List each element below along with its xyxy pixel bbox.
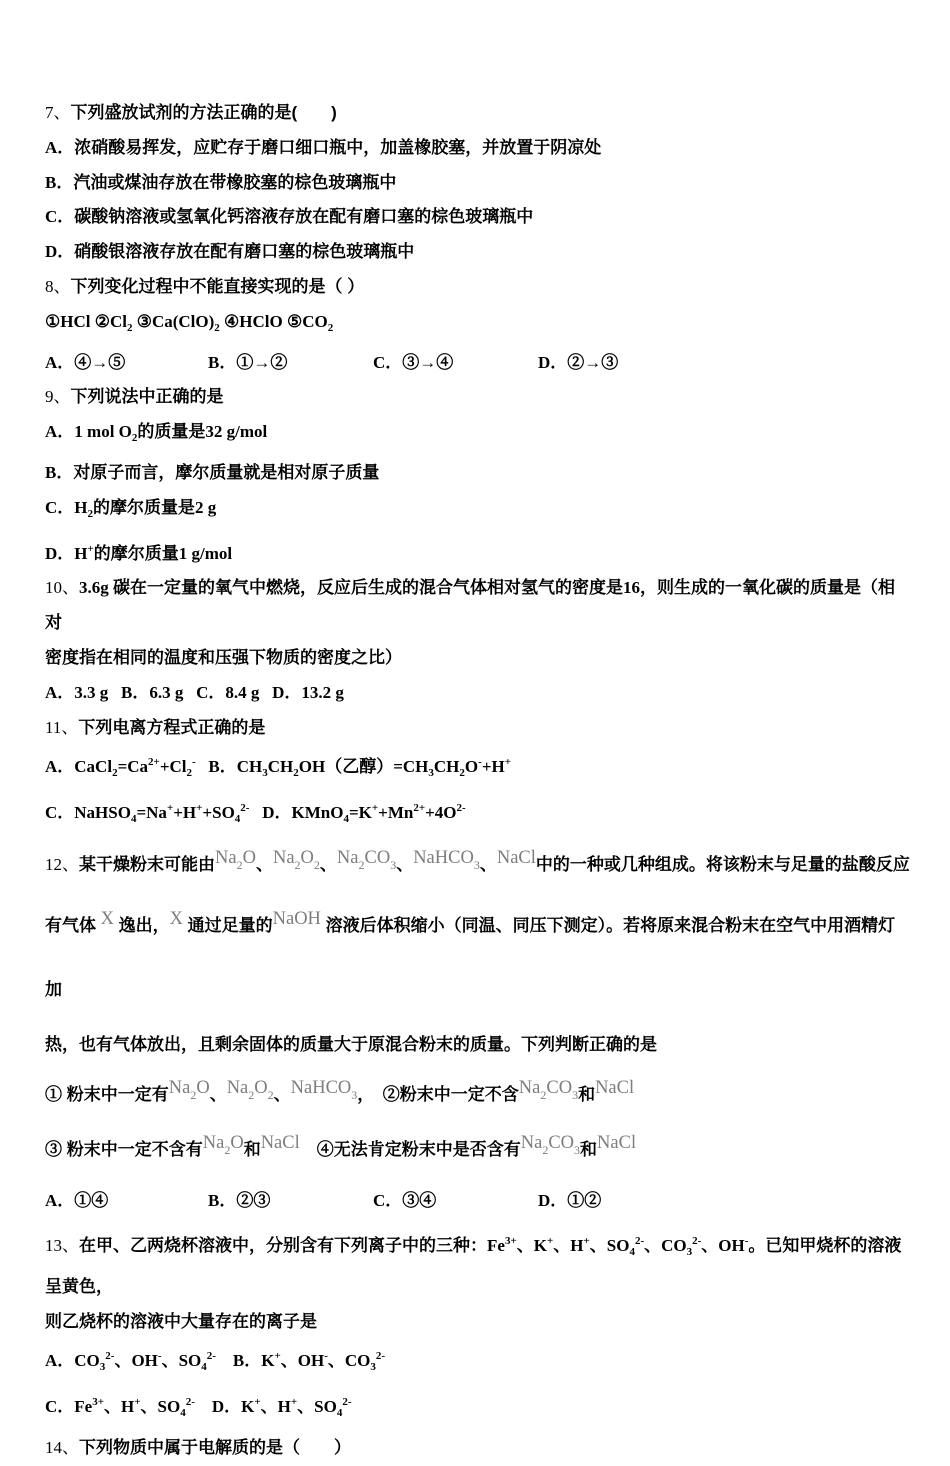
q8-options xyxy=(45,346,910,381)
formula-subscript: 2 xyxy=(126,321,133,334)
q8-stem xyxy=(45,270,910,305)
cn-text: 、 xyxy=(280,1351,298,1371)
gray-formula: Na xyxy=(336,847,359,868)
question-14 xyxy=(45,1431,910,1466)
cn-text: 。已知甲烧杯的溶液呈黄色， xyxy=(45,1235,902,1296)
formula-superscript: - xyxy=(744,1234,749,1247)
q12-options-cell-c xyxy=(373,1178,538,1224)
formula-text: OH xyxy=(297,1351,325,1371)
gray-formula: O xyxy=(230,1132,244,1153)
formula-subscript: 4 xyxy=(343,813,349,826)
formula-text: =CH xyxy=(393,757,429,777)
question-number: 11、 xyxy=(45,717,79,737)
gray-formula: Na xyxy=(202,1132,225,1153)
formula-text: +H xyxy=(481,757,505,777)
q14-stem xyxy=(45,1431,910,1466)
cn-text: 、 xyxy=(161,1351,179,1371)
formula-subscript: 2 xyxy=(293,767,299,780)
gray-formula-subscript: 3 xyxy=(473,857,480,872)
formula-text: 3.6g xyxy=(79,578,113,598)
q12-stem-line-1 xyxy=(45,837,910,894)
q11-stem xyxy=(45,711,910,746)
q8-options-cell-d xyxy=(538,346,910,381)
cn-text: 在甲、乙两烧杯溶液中，分别含有下列离子中的三种： xyxy=(79,1235,487,1255)
cn-text: 有气体 xyxy=(45,915,96,935)
cn-text: 、 xyxy=(140,1397,158,1417)
formula-text: OH xyxy=(298,757,326,777)
cn-text: 、 xyxy=(260,1397,278,1417)
formula-text: K xyxy=(533,1235,547,1255)
formula-superscript: 2+ xyxy=(413,802,426,815)
formula-text: Fe xyxy=(487,1235,505,1255)
cn-text: 、 xyxy=(209,1084,227,1104)
formula-subscript: 4 xyxy=(629,1245,635,1258)
formula-text: D．KMnO xyxy=(249,803,344,823)
cn-text: 溶液后体积缩小（同温、同压下测定）。若将原来混合粉末在空气中用酒精灯加 xyxy=(45,915,896,999)
q7-option-c xyxy=(45,200,910,235)
gray-formula: NaHCO xyxy=(413,847,474,868)
cn-text: 的摩尔质量 xyxy=(93,543,179,563)
formula-text: A．3.3 g B．6.3 g C．8.4 g D．13.2 g xyxy=(45,682,344,702)
formula-text: C．NaHSO xyxy=(45,803,131,823)
formula-subscript: 4 xyxy=(234,813,241,826)
q12-options-cell-b xyxy=(208,1178,373,1224)
formula-subscript: 2 xyxy=(327,321,334,334)
cn-text: 对原子而言，摩尔质量就是相对原子质量 xyxy=(73,462,380,482)
q10-options xyxy=(45,676,910,711)
cn-text: 下列电离方程式正确的是 xyxy=(78,717,266,737)
q8-substances xyxy=(45,305,910,346)
formula-superscript: 2+ xyxy=(148,756,160,769)
cn-text: ④无法肯定粉末中是否含有 xyxy=(299,1139,521,1159)
formula-text: 32 g/mol xyxy=(205,422,268,442)
question-number: 10、 xyxy=(45,578,79,598)
cn-text: 、 xyxy=(396,854,414,874)
cn-text: 硝酸银溶液存放在配有磨口塞的棕色玻璃瓶中 xyxy=(74,242,415,262)
gray-formula: NaCl xyxy=(597,1132,637,1153)
formula-text: D． xyxy=(45,242,75,262)
formula-superscript: - xyxy=(192,756,196,769)
formula-subscript: 4 xyxy=(201,1361,207,1374)
formula-subscript: 4 xyxy=(130,813,137,826)
cn-text: 、 xyxy=(114,1351,132,1371)
question-7 xyxy=(45,96,910,270)
formula-text: +H xyxy=(173,803,197,823)
formula-text: H xyxy=(570,1235,584,1255)
cn-text: 下列物质中属于电解质的是（ ） xyxy=(79,1437,351,1457)
question-number: 9、 xyxy=(45,387,71,407)
question-number: 14、 xyxy=(45,1437,79,1457)
question-10 xyxy=(45,571,910,710)
gray-formula-subscript: 2 xyxy=(540,1087,547,1102)
cn-text: 中的一种或几种组成。将该粉末与足量的盐酸反应 xyxy=(535,854,910,874)
formula-text: ①HCl ②Cl xyxy=(45,311,127,331)
cn-text: 汽油或煤油存放在带橡胶塞的棕色玻璃瓶中 xyxy=(73,172,397,192)
formula-text: OH xyxy=(131,1351,158,1371)
formula-superscript: + xyxy=(87,542,94,555)
cn-text: 下列变化过程中不能直接实现的是（ ） xyxy=(70,276,365,296)
cn-text: 和 xyxy=(580,1139,598,1159)
gray-formula: O xyxy=(196,1077,210,1098)
question-number: 7、 xyxy=(45,103,71,122)
formula-text: B．K xyxy=(215,1351,275,1371)
cn-text: 碳在一定量的氧气中燃烧，反应后生成的混合气体相对氢气的密度是 xyxy=(113,578,623,598)
q10-stem-line-2 xyxy=(45,641,910,676)
formula-text: +Mn xyxy=(378,803,414,823)
formula-text: A．①④ xyxy=(45,1190,109,1210)
q12-statement-3-4 xyxy=(45,1123,910,1178)
formula-superscript: + xyxy=(196,802,203,815)
q7-option-a xyxy=(45,131,910,166)
formula-text: B．CH xyxy=(195,757,263,777)
gray-formula: CO xyxy=(546,1077,573,1098)
q7-option-b xyxy=(45,166,910,201)
formula-superscript: + xyxy=(274,1350,281,1363)
formula-text: OH xyxy=(718,1235,745,1255)
gray-formula-subscript: 2 xyxy=(267,1087,274,1102)
formula-text: D．H xyxy=(45,543,88,563)
q8-options-cell-b xyxy=(208,346,373,381)
formula-text: 1 g/mol xyxy=(178,543,233,563)
formula-subscript: 2 xyxy=(87,507,93,520)
question-number: 12、 xyxy=(45,854,79,874)
formula-text: B． xyxy=(45,462,74,482)
gray-formula: NaCl xyxy=(260,1132,300,1153)
q9-option-c xyxy=(45,491,910,532)
gray-formula: NaCl xyxy=(496,847,536,868)
gray-formula: X xyxy=(169,908,188,929)
gray-formula: O xyxy=(300,847,314,868)
formula-text: H xyxy=(121,1397,135,1417)
cn-text: 、 xyxy=(553,1235,571,1255)
formula-superscript: - xyxy=(478,756,482,769)
gray-formula-subscript: 2 xyxy=(358,857,365,872)
formula-superscript: + xyxy=(546,1234,554,1247)
formula-text: SO xyxy=(314,1397,337,1417)
formula-superscript: + xyxy=(134,1396,141,1409)
formula-superscript: 2- xyxy=(692,1234,702,1247)
formula-subscript: 2 xyxy=(459,767,465,780)
cn-text: 逸出， xyxy=(118,915,170,935)
formula-text: =Ca xyxy=(117,757,149,777)
formula-text: D．②→③ xyxy=(538,352,619,372)
formula-subscript: 2 xyxy=(214,321,220,334)
formula-text: A．CO xyxy=(45,1351,100,1371)
gray-formula: O xyxy=(242,847,256,868)
formula-text: C．H xyxy=(45,497,88,517)
formula-text: D．K xyxy=(194,1397,255,1417)
formula-subscript: 2 xyxy=(186,767,192,780)
q7-option-d xyxy=(45,235,910,270)
formula-text: CO xyxy=(344,1351,371,1371)
q11-options-ab xyxy=(45,745,910,791)
question-11 xyxy=(45,711,910,837)
gray-formula-subscript: 2 xyxy=(236,857,243,872)
gray-formula-subscript: 3 xyxy=(351,1087,358,1102)
formula-subscript: 2 xyxy=(131,432,138,445)
formula-superscript: + xyxy=(290,1396,298,1409)
formula-subscript: 3 xyxy=(262,767,268,780)
q12-options xyxy=(45,1178,910,1224)
gray-formula: NaCl xyxy=(595,1077,635,1098)
cn-text: 、 xyxy=(479,854,497,874)
gray-formula: X xyxy=(96,908,119,929)
formula-superscript: - xyxy=(157,1350,162,1363)
cn-text: 、 xyxy=(327,1351,345,1371)
formula-superscript: 2- xyxy=(634,1234,645,1247)
formula-text: =K xyxy=(348,803,372,823)
formula-text: SO xyxy=(606,1235,630,1255)
formula-superscript: 3+ xyxy=(92,1396,104,1409)
question-8 xyxy=(45,270,910,380)
gray-formula: O xyxy=(254,1077,268,1098)
gray-formula-subscript: 2 xyxy=(190,1087,197,1102)
question-12 xyxy=(45,837,910,1224)
cn-text: 某干燥粉末可能由 xyxy=(79,854,215,874)
q9-option-d xyxy=(45,532,910,572)
cn-text: 、 xyxy=(319,854,337,874)
formula-subscript: 4 xyxy=(336,1407,343,1420)
cn-text: 碳酸钠溶液或氢氧化钙溶液存放在配有磨口塞的棕色玻璃瓶中 xyxy=(74,207,534,227)
cn-text: 则乙烧杯的溶液中大量存在的离子是 xyxy=(45,1311,317,1331)
formula-subscript: 3 xyxy=(686,1245,693,1258)
gray-formula: CO xyxy=(548,1132,575,1153)
question-9 xyxy=(45,380,910,571)
formula-text: +Cl xyxy=(159,757,187,777)
cn-text: 、 xyxy=(589,1235,607,1255)
cn-text: 的摩尔质量是 xyxy=(93,497,195,517)
formula-text: A． xyxy=(45,137,75,157)
cn-text: 的质量是 xyxy=(137,422,206,442)
q12-statement-1-2 xyxy=(45,1068,910,1123)
formula-text: SO xyxy=(178,1351,202,1371)
gray-formula: Na xyxy=(215,847,237,868)
question-13 xyxy=(45,1224,910,1431)
formula-text: +4O xyxy=(425,803,457,823)
q8-options-cell-a xyxy=(45,346,208,381)
q9-option-a xyxy=(45,415,910,456)
formula-text: A．1 mol O xyxy=(45,422,132,442)
formula-text: B．②③ xyxy=(208,1190,271,1210)
gray-formula-subscript: 2 xyxy=(542,1142,549,1157)
cn-text: 和 xyxy=(578,1084,596,1104)
formula-superscript: - xyxy=(324,1350,328,1363)
q12-options-cell-a xyxy=(45,1178,208,1224)
formula-text: C． xyxy=(45,207,75,227)
gray-formula-subscript: 2 xyxy=(248,1087,255,1102)
formula-subscript: 4 xyxy=(180,1407,186,1420)
formula-text: 16 xyxy=(623,578,640,598)
gray-formula: Na xyxy=(272,847,295,868)
formula-superscript: + xyxy=(504,756,512,769)
formula-superscript: + xyxy=(166,802,174,815)
q10-stem-line-1 xyxy=(45,571,910,641)
formula-superscript: 2- xyxy=(375,1350,386,1363)
cn-text: 通过足量的 xyxy=(187,915,273,935)
gray-formula: CO xyxy=(364,847,391,868)
formula-text: B． xyxy=(45,172,74,192)
q11-options-cd xyxy=(45,791,910,837)
formula-text: H xyxy=(277,1397,291,1417)
cn-text: 、 xyxy=(297,1397,315,1417)
formula-subscript: 2 xyxy=(112,767,118,780)
cn-text: 、 xyxy=(701,1235,719,1255)
q9-option-b xyxy=(45,456,910,491)
formula-superscript: 2- xyxy=(342,1396,352,1409)
formula-text: O xyxy=(464,757,479,777)
formula-superscript: 2- xyxy=(240,802,250,815)
formula-superscript: 2- xyxy=(456,802,466,815)
gray-formula: NaHCO xyxy=(290,1077,352,1098)
formula-text: D．①② xyxy=(538,1190,602,1210)
formula-subscript: 3 xyxy=(99,1361,106,1374)
cn-text: 密度指在相同的温度和压强下物质的密度之比） xyxy=(45,647,402,667)
formula-text: C．③④ xyxy=(373,1190,437,1210)
cn-text: （乙醇） xyxy=(325,757,394,777)
formula-text: =Na xyxy=(136,803,167,823)
formula-superscript: 2- xyxy=(206,1350,216,1363)
formula-superscript: 3+ xyxy=(504,1234,517,1247)
cn-text: ① 粉末中一定有 xyxy=(45,1084,169,1104)
cn-text: ③ 粉末中一定不含有 xyxy=(45,1139,203,1159)
formula-text: 2 g xyxy=(195,497,217,517)
formula-superscript: + xyxy=(371,802,379,815)
cn-text: 、 xyxy=(255,854,273,874)
q13-stem-line-2 xyxy=(45,1305,910,1340)
q8-options-cell-c xyxy=(373,346,538,381)
formula-text: C．③→④ xyxy=(373,352,454,372)
gray-formula-subscript: 3 xyxy=(574,1142,581,1157)
cn-text: 、 xyxy=(104,1397,121,1417)
gray-formula-subscript: 2 xyxy=(224,1142,231,1157)
gray-formula: Na xyxy=(226,1077,249,1098)
question-number: 13、 xyxy=(45,1235,79,1255)
gray-formula: Na xyxy=(168,1077,191,1098)
question-number: 8、 xyxy=(45,276,71,296)
formula-subscript: 3 xyxy=(428,767,434,780)
gray-formula-subscript: 3 xyxy=(572,1087,579,1102)
cn-text: 、 xyxy=(273,1084,291,1104)
formula-superscript: 2- xyxy=(105,1350,115,1363)
formula-superscript: + xyxy=(583,1234,590,1247)
gray-formula-subscript: 2 xyxy=(313,857,320,872)
cn-text: 、 xyxy=(644,1235,662,1255)
gray-formula: Na xyxy=(520,1132,543,1153)
formula-text: SO xyxy=(157,1397,181,1417)
q9-stem xyxy=(45,380,910,415)
q12-stem-line-2 xyxy=(45,894,910,1022)
q13-stem-line-1 xyxy=(45,1224,910,1305)
gray-formula-subscript: 3 xyxy=(390,857,397,872)
cn-text: 浓硝酸易挥发，应贮存于磨口细口瓶中，加盖橡胶塞，并放置于阴凉处 xyxy=(74,137,602,157)
formula-text: B．①→② xyxy=(208,352,288,372)
formula-text: ④HClO ⑤CO xyxy=(219,311,328,331)
formula-text: A．④→⑤ xyxy=(45,352,126,372)
q12-options-cell-d xyxy=(538,1178,910,1224)
cn-text: 热，也有气体放出，且剩余固体的质量大于原混合粉末的质量。下列判断正确的是 xyxy=(45,1034,657,1054)
formula-text: A．CaCl xyxy=(45,757,113,777)
formula-text: +SO xyxy=(202,803,235,823)
q13-options-ab xyxy=(45,1339,910,1385)
formula-text: CH xyxy=(267,757,294,777)
gray-formula: NaOH xyxy=(272,908,321,929)
formula-superscript: + xyxy=(254,1396,261,1409)
formula-superscript: 2- xyxy=(185,1396,195,1409)
formula-text: CH xyxy=(433,757,460,777)
cn-text: 下列说法中正确的是 xyxy=(70,387,224,407)
gray-formula: Na xyxy=(518,1077,541,1098)
cn-text: 、 xyxy=(516,1235,534,1255)
cn-text: 下列盛放试剂的方法正确的是( ) xyxy=(70,103,337,122)
q12-stem-line-3 xyxy=(45,1022,910,1068)
formula-subscript: 3 xyxy=(370,1361,376,1374)
gray-formula-subscript: 2 xyxy=(294,857,301,872)
formula-text: CO xyxy=(661,1235,687,1255)
cn-text: ， ②粉末中一定不含 xyxy=(357,1084,519,1104)
q7-stem xyxy=(45,96,910,131)
cn-text: 和 xyxy=(243,1139,261,1159)
formula-text: ③Ca(ClO) xyxy=(132,311,215,331)
cn-text: ，则生成的一氧化碳的质量是（相对 xyxy=(45,578,895,633)
formula-text: C．Fe xyxy=(45,1397,93,1417)
q13-options-cd xyxy=(45,1385,910,1431)
